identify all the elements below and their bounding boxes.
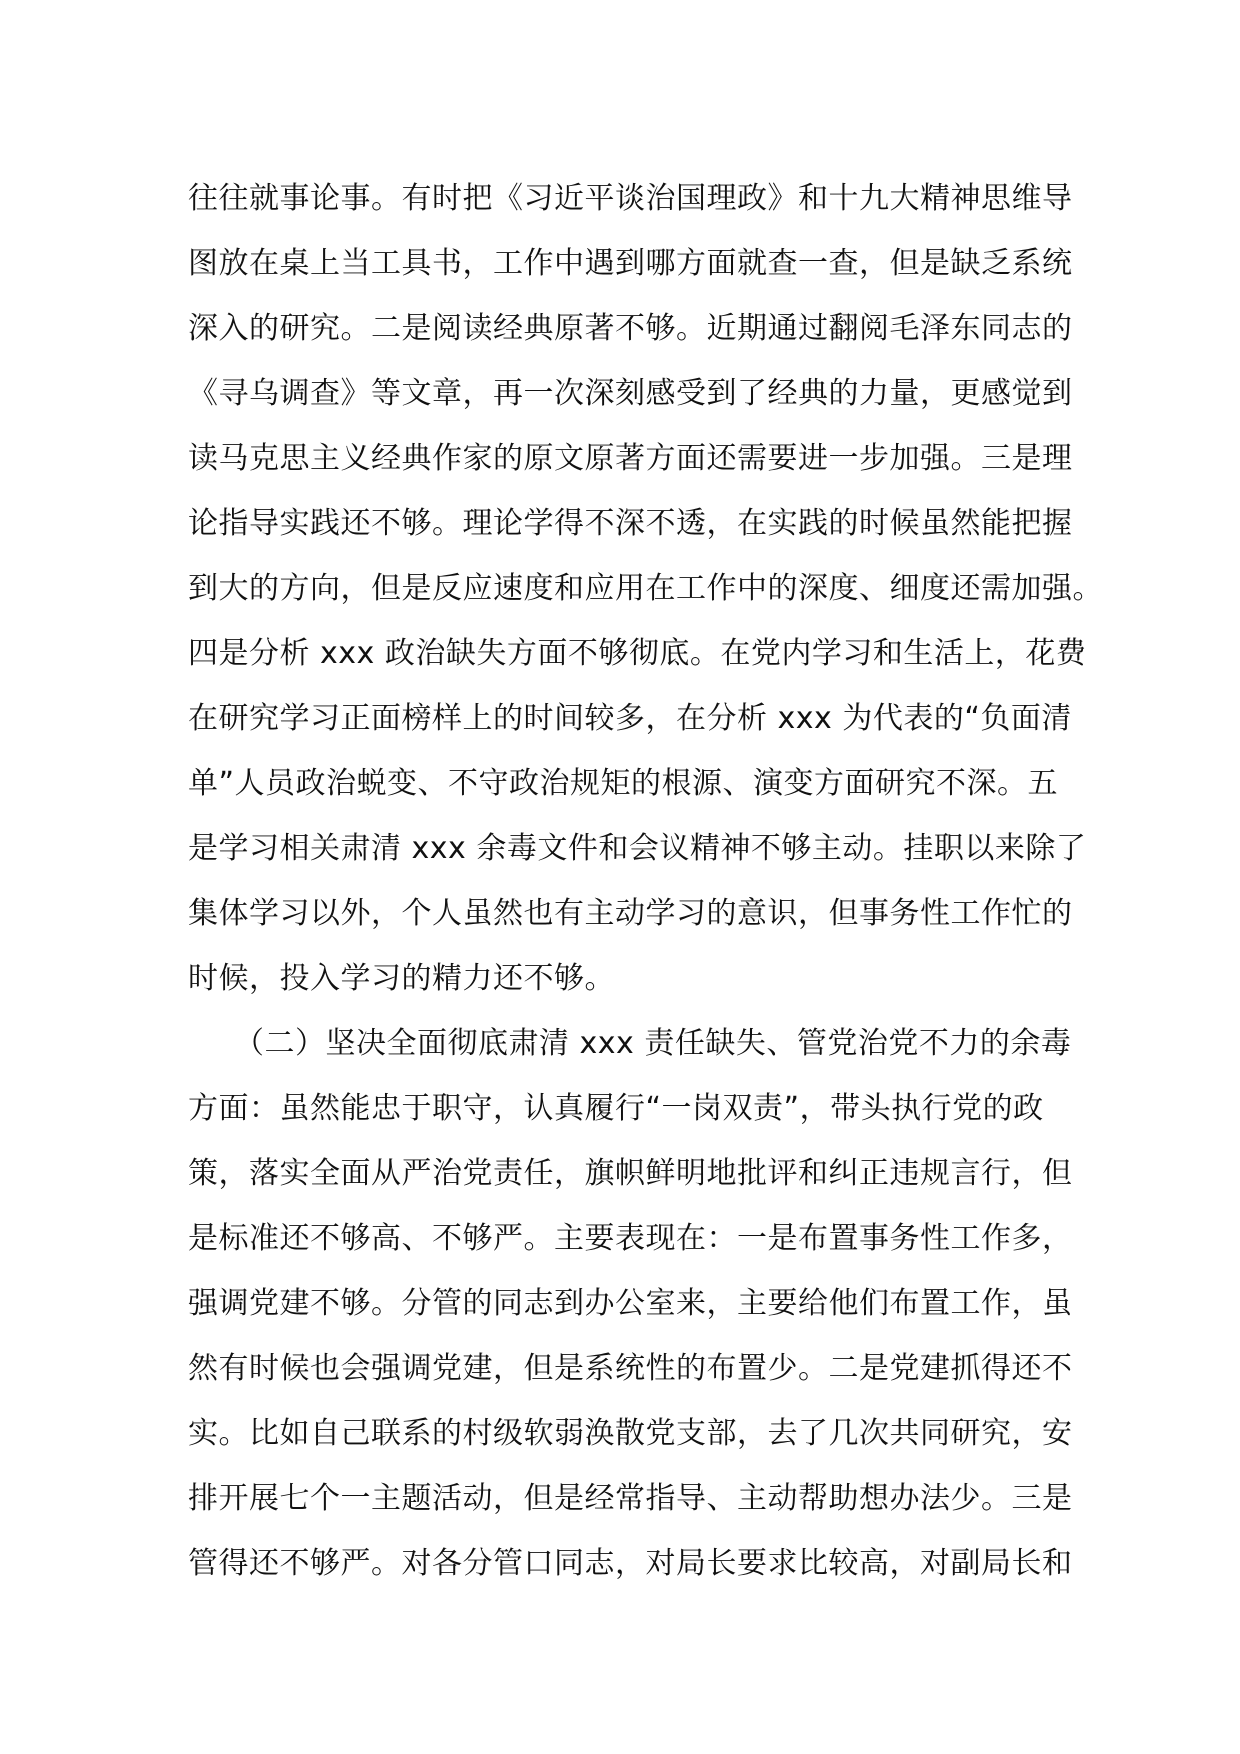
text-line-21: 排开展七个一主题活动，但是经常指导、主动帮助想办法少。三是 <box>188 1481 1073 1516</box>
text-line-18: 强调党建不够。分管的同志到办公室来，主要给他们布置工作，虽 <box>188 1286 1073 1321</box>
text-line-19: 然有时候也会强调党建，但是系统性的布置少。二是党建抓得还不 <box>188 1351 1073 1386</box>
text-line-14: （二）坚决全面彻底肃清 xxx 责任缺失、管党治党不力的余毒 <box>188 1026 1072 1061</box>
text-line-5: 读马克思主义经典作家的原文原著方面还需要进一步加强。三是理 <box>188 441 1073 476</box>
text-line-20: 实。比如自己联系的村级软弱涣散党支部，去了几次共同研究，安 <box>188 1416 1073 1451</box>
text-line-7: 到大的方向，但是反应速度和应用在工作中的深度、细度还需加强。 <box>188 571 1103 606</box>
text-line-22: 管得还不够严。对各分管口同志，对局长要求比较高，对副局长和 <box>188 1546 1073 1581</box>
text-line-9: 在研究学习正面榜样上的时间较多，在分析 xxx 为代表的“负面清 <box>188 701 1072 736</box>
text-line-10: 单”人员政治蜕变、不守政治规矩的根源、演变方面研究不深。五 <box>188 766 1059 801</box>
text-line-4: 《寻乌调查》等文章，再一次深刻感受到了经典的力量，更感觉到 <box>188 376 1073 411</box>
text-line-1: 往往就事论事。有时把《习近平谈治国理政》和十九大精神思维导 <box>188 181 1073 216</box>
text-line-13: 时候，投入学习的精力还不够。 <box>188 961 615 996</box>
text-line-17: 是标准还不够高、不够严。主要表现在：一是布置事务性工作多， <box>188 1221 1073 1256</box>
text-line-8: 四是分析 xxx 政治缺失方面不够彻底。在党内学习和生活上，花费 <box>188 636 1087 671</box>
text-line-12: 集体学习以外，个人虽然也有主动学习的意识，但事务性工作忙的 <box>188 896 1073 931</box>
body-text <box>188 166 1103 1596</box>
text-line-11: 是学习相关肃清 xxx 余毒文件和会议精神不够主动。挂职以来除了 <box>188 831 1087 866</box>
text-line-3: 深入的研究。二是阅读经典原著不够。近期通过翻阅毛泽东同志的 <box>188 311 1073 346</box>
text-line-2: 图放在桌上当工具书，工作中遇到哪方面就查一查，但是缺乏系统 <box>188 246 1073 281</box>
text-line-6: 论指导实践还不够。理论学得不深不透，在实践的时候虽然能把握 <box>188 506 1073 541</box>
text-line-15: 方面：虽然能忠于职守，认真履行“一岗双责”，带头执行党的政 <box>188 1091 1044 1126</box>
text-line-16: 策，落实全面从严治党责任，旗帜鲜明地批评和纠正违规言行，但 <box>188 1156 1073 1191</box>
